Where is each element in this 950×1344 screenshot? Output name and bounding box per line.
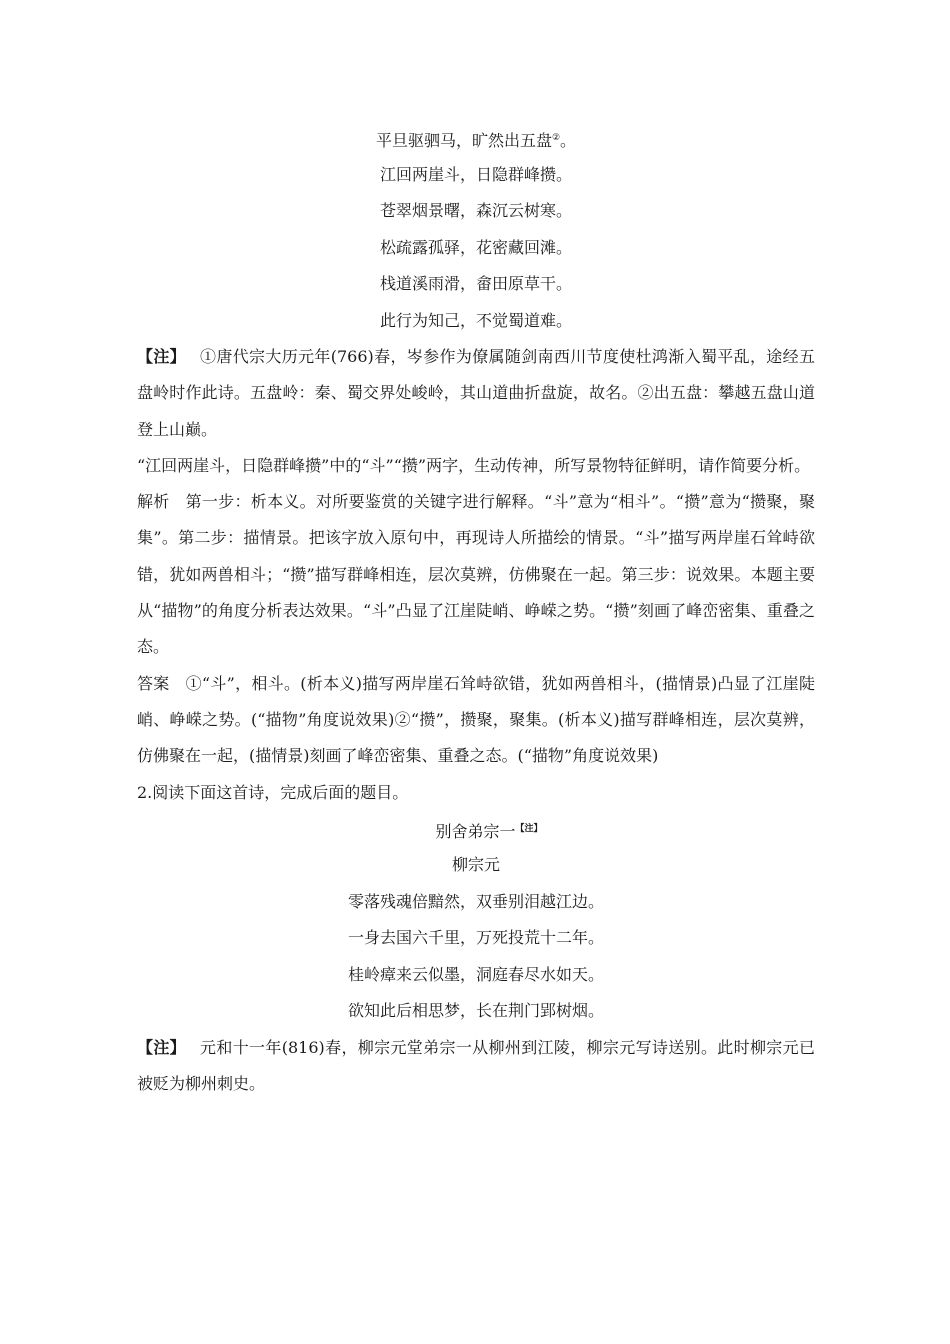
- analysis-1: [137, 484, 815, 665]
- poem-1-line-5: 栈道溪雨滑，畲田原草干。: [379, 274, 572, 293]
- poem-2: [137, 811, 815, 1030]
- poem-1-line-2: 江回两崖斗，日隐群峰攒。: [379, 164, 572, 184]
- poem-2-author: 柳宗元: [451, 855, 500, 875]
- poem-1-line-1-end: 。: [560, 131, 577, 150]
- poem-2-line-1: 零落残魂倍黯然，双垂别泪越江边。: [347, 891, 604, 911]
- poem-1-line-4: 松疏露孤驿，花密藏回滩。: [379, 237, 572, 257]
- poem-2-title-text: 别舍弟宗一: [435, 821, 516, 841]
- document-content: [137, 120, 815, 1102]
- poem-1-line-3: 苍翠烟景曙，森沉云树寒。: [379, 201, 572, 220]
- note-2-tag: 【注】: [137, 1037, 187, 1057]
- note-2: [137, 1030, 815, 1103]
- note-1-text: ①唐代宗大历元年(766)春，岑参作为僚属随剑南西川节度使杜鸿渐入蜀平乱，途经五盘岭时作此诗。五盘岭：秦、蜀交界处峻岭，其山道曲折盘旋，故名。②出五盘：攀越五盘山道登上山巅。: [137, 347, 815, 439]
- poem-1: [137, 120, 815, 339]
- poem-2-title: [137, 811, 815, 848]
- poem-2-title-note-tag: 【注】: [515, 823, 543, 834]
- question-2-intro: 2.阅读下面这首诗，完成后面的题目。: [137, 782, 409, 802]
- note-1: [137, 339, 815, 448]
- note-mark-2: ②: [551, 133, 561, 143]
- analysis-text: 第一步：析本义。对所要鉴赏的关键字进行解释。“斗”意为“相斗”。“攒”意为“攒聚，聚集”。第二步：描情景。把该字放入原句中，再现诗人所描绘的情景。“斗”描写两岸崖石耸峙欲错，犹如两兽相斗；“攒”描写群峰相连，层次莫辨，仿佛聚在一起。第三步：说效果。本题主要从“描物”的角度分析表达效果。“斗”凸显了江崖陡峭、峥嵘之势。“攒”刻画了峰峦密集、重叠之态。: [137, 492, 815, 657]
- answer-label: 答案: [137, 673, 170, 693]
- answer-1: [137, 666, 815, 775]
- analysis-label: 解析: [137, 492, 170, 512]
- poem-1-line-6: 此行为知己，不觉蜀道难。: [379, 310, 572, 330]
- poem-2-line-2: 一身去国六千里，万死投荒十二年。: [347, 928, 604, 948]
- poem-2-line-3: 桂岭瘴来云似墨，洞庭春尽水如天。: [347, 964, 604, 984]
- poem-1-line-1: [137, 120, 815, 157]
- note-2-text: 元和十一年(816)春，柳宗元堂弟宗一从柳州到江陵，柳宗元写诗送别。此时柳宗元已被贬为柳州刺史。: [137, 1037, 815, 1094]
- poem-1-line-1-text: 平旦驱驷马，旷然出五盘: [375, 131, 552, 150]
- poem-2-line-4: 欲知此后相思梦，长在荆门郢树烟。: [347, 1001, 604, 1021]
- answer-text: ①“斗”，相斗。(析本义)描写两岸崖石耸峙欲错，犹如两兽相斗，(描情景)凸显了江崖陡峭、峥嵘之势。(“描物”角度说效果)②“攒”，攒聚，聚集。(析本义)描写群峰相连，层次莫辨，仿佛聚在一起，(描情景)刻画了峰峦密集、重叠之态。(“描物”角度说效果): [137, 673, 815, 766]
- question-1: “江回两崖斗，日隐群峰攒”中的“斗”“攒”两字，生动传神，所写景物特征鲜明，请作简要分析。: [137, 455, 811, 475]
- note-1-tag: 【注】: [137, 347, 187, 366]
